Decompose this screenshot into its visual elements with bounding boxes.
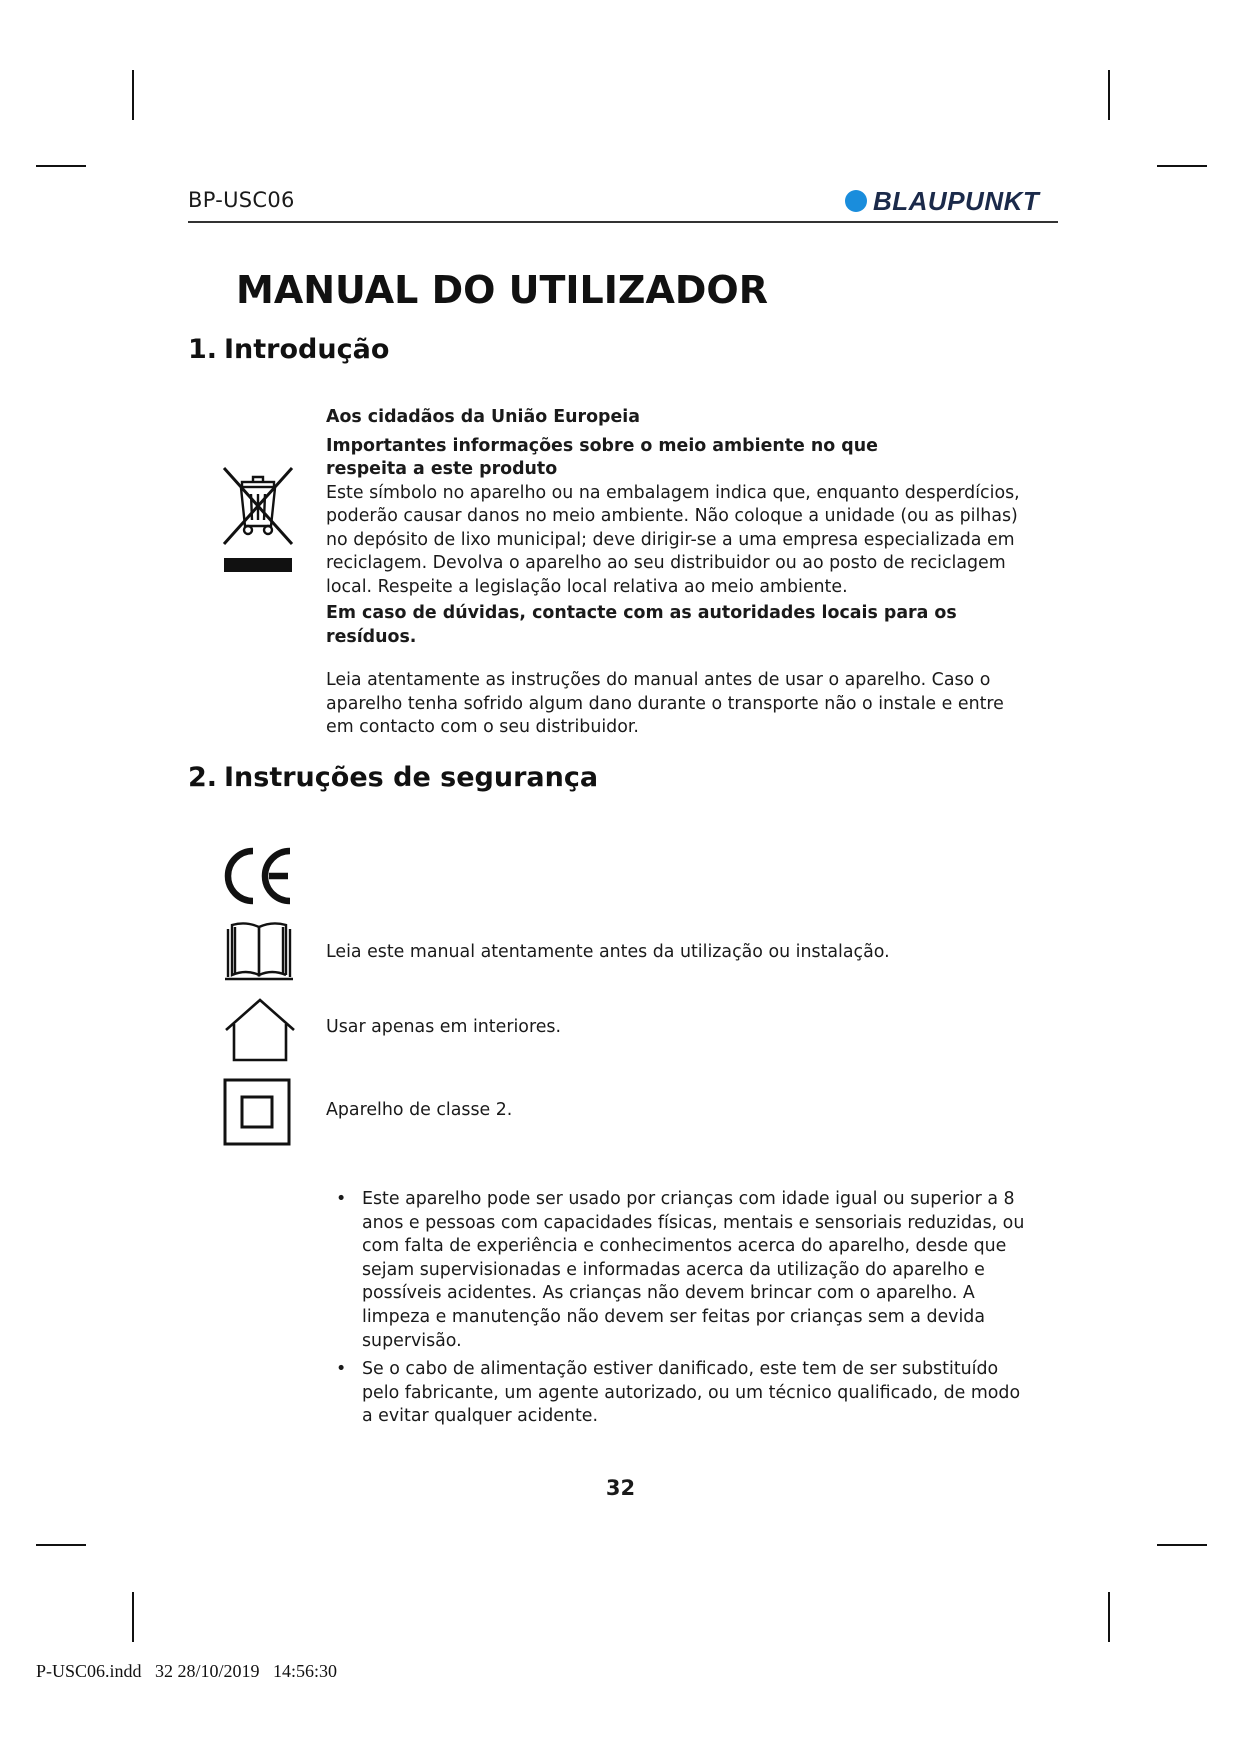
crop-mark-top-right-vertical	[1108, 70, 1110, 120]
crop-mark-bottom-left-horizontal	[36, 1544, 86, 1546]
section-number: 2.	[188, 762, 218, 793]
brand-dot-icon	[845, 190, 867, 212]
brand-logo	[845, 186, 1039, 216]
weee-body: Este símbolo no aparelho ou na embalagem indica que, enquanto desperdícios, poderão causar danos no meio ambiente. Não coloque a unidade (ou as pilhas) no depósito de lixo municipal; deve dirigir-se a uma empresa especializada em reciclagem. Devolva o aparelho ao seu distribuidor ou ao posto de reciclagem local. Respeite a legislação local relativa ao meio ambiente.	[326, 482, 1020, 597]
house-icon-label: Usar apenas em interiores.	[326, 1017, 562, 1037]
header-divider	[188, 221, 1058, 223]
section-heading-introducao	[188, 334, 389, 365]
house-icon	[222, 996, 298, 1068]
class-2-icon-label: Aparelho de classe 2.	[326, 1100, 513, 1120]
book-icon-label: Leia este manual atentamente antes da utilização ou instalação.	[326, 942, 890, 962]
weee-subtitle: Importantes informações sobre o meio ambiente no que respeita a este produto	[326, 435, 878, 479]
section-number: 1.	[188, 334, 218, 365]
list-item: • Este aparelho pode ser usado por crianças com idade igual ou superior a 8 anos e pessoas com capacidades físicas, mentais e sensoriais reduzidas, ou com falta de experiência e conhecimentos acerca do aparelho, desde que sejam supervisionadas e informadas acerca da utilização do aparelho e possíveis acidentes. As crianças não devem brincar com o aparelho. A limpeza e manutenção não devem ser feitas por crianças sem a devida supervisão.	[336, 1189, 1025, 1351]
weee-closing: Em caso de dúvidas, contacte com as autoridades locais para os resíduos.	[326, 603, 957, 647]
weee-audience: Aos cidadãos da União Europeia	[326, 407, 640, 427]
crop-mark-bottom-left-vertical	[132, 1592, 134, 1642]
read-instructions-note: Leia atentamente as instruções do manual antes de usar o aparelho. Caso o aparelho tenha sofrido algum dano durante o transporte não o instale e entre em contacto com o seu distribuidor.	[326, 670, 1004, 737]
page-number: 32	[605, 1476, 636, 1500]
weee-bin-icon	[220, 466, 296, 574]
ce-mark-icon	[222, 846, 294, 910]
crop-mark-bottom-right-vertical	[1108, 1592, 1110, 1642]
safety-bullet-list	[336, 1188, 1026, 1434]
print-slug: P-USC06.indd 32 28/10/2019 14:56:30	[36, 1661, 338, 1681]
crop-mark-top-right-horizontal	[1157, 165, 1207, 167]
section-title: Instruções de segurança	[224, 762, 599, 793]
crop-mark-top-left-horizontal	[36, 165, 86, 167]
model-number: BP-USC06	[188, 188, 295, 212]
page-title: MANUAL DO UTILIZADOR	[236, 268, 768, 312]
section-heading-seguranca	[188, 762, 598, 793]
list-item: • Se o cabo de alimentação estiver danificado, este tem de ser substituído pelo fabricante, um agente autorizado, ou um técnico qualificado, de modo a evitar qualquer acidente.	[336, 1359, 1021, 1427]
crop-mark-top-left-vertical	[132, 70, 134, 120]
section-title: Introdução	[224, 334, 390, 365]
brand-name: BLAUPUNKT	[873, 185, 1040, 216]
crop-mark-bottom-right-horizontal	[1157, 1544, 1207, 1546]
book-icon	[222, 921, 296, 987]
class-2-icon	[222, 1077, 292, 1151]
weee-notice	[326, 406, 1046, 649]
